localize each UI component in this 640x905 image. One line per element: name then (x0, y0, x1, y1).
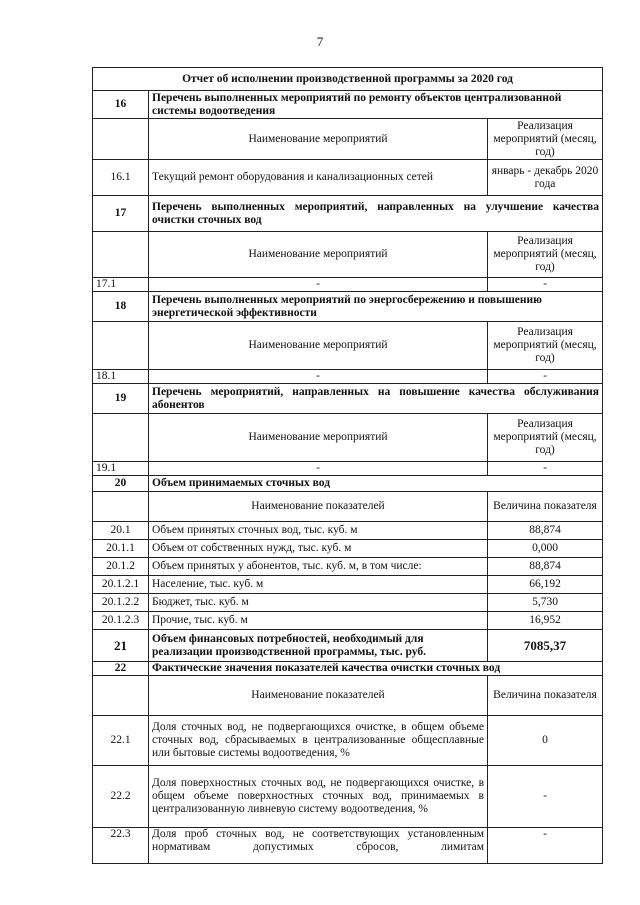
empty-cell (93, 414, 149, 462)
section-number: 17 (93, 196, 149, 232)
row-value: 66,192 (488, 576, 603, 594)
header-activities-name: Наименование мероприятий (149, 119, 488, 160)
header-activities-impl: Реализация мероприятий (месяц, год) (488, 232, 603, 278)
section-title: Перечень выполненных мероприятий по энергосбережению и повышению энергетической эффективности (149, 292, 603, 322)
row-name: - (149, 462, 488, 476)
empty-cell (93, 492, 149, 522)
table-row (93, 594, 603, 612)
section-row (93, 662, 603, 676)
column-header-row (93, 322, 603, 370)
table-row (93, 716, 603, 766)
section-title: Объем принимаемых сточных вод (149, 476, 603, 492)
header-indicators-name: Наименование показателей (149, 492, 488, 522)
row-number: 20.1.1 (93, 540, 149, 558)
table-row (93, 766, 603, 828)
header-indicators-value: Величина показателя (488, 676, 603, 716)
row-value: - (488, 462, 603, 476)
row-value: 16,952 (488, 612, 603, 630)
row-number: 18.1 (93, 370, 149, 384)
row-value: 88,874 (488, 558, 603, 576)
row-value: - (488, 370, 603, 384)
row-name: Население, тыс. куб. м (149, 576, 488, 594)
table-row (93, 462, 603, 476)
header-activities-name: Наименование мероприятий (149, 232, 488, 278)
section-value: 7085,37 (488, 630, 603, 662)
section-row (93, 384, 603, 414)
row-number: 17.1 (93, 278, 149, 292)
empty-cell (93, 676, 149, 716)
table-row (93, 612, 603, 630)
row-name: Текущий ремонт оборудования и канализационных сетей (149, 160, 488, 196)
row-name: Бюджет, тыс. куб. м (149, 594, 488, 612)
production-program-report-table (92, 67, 603, 864)
row-name: Доля проб сточных вод, не соответствующих установленным нормативам допустимых сбросов, лимитам (149, 828, 488, 864)
header-activities-impl: Реализация мероприятий (месяц, год) (488, 119, 603, 160)
row-number: 20.1 (93, 522, 149, 540)
table-row (93, 576, 603, 594)
section-title: Перечень выполненных мероприятий по ремонту объектов централизованной системы водоотведения (149, 91, 603, 119)
header-indicators-name: Наименование показателей (149, 676, 488, 716)
row-name: - (149, 278, 488, 292)
table-row (93, 278, 603, 292)
row-name: Прочие, тыс. куб. м (149, 612, 488, 630)
report-title: Отчет об исполнении производственной программы за 2020 год (93, 68, 603, 91)
column-header-row (93, 492, 603, 522)
header-activities-impl: Реализация мероприятий (месяц, год) (488, 414, 603, 462)
table-row (93, 522, 603, 540)
row-name: Доля поверхностных сточных вод, не подвергающихся очистке, в общем объеме поверхностных сточных вод, принимаемых в централизованную ливневую систему водоотведения, % (149, 766, 488, 828)
report-title-row (93, 68, 603, 91)
header-activities-name: Наименование мероприятий (149, 414, 488, 462)
header-indicators-value: Величина показателя (488, 492, 603, 522)
empty-cell (93, 119, 149, 160)
section-row (93, 476, 603, 492)
row-name: Доля сточных вод, не подвергающихся очистке, в общем объеме сточных вод, сбрасываемых в централизованные общесплавные или бытовые системы водоотведения, % (149, 716, 488, 766)
row-value: - (488, 828, 603, 864)
row-number: 20.1.2.1 (93, 576, 149, 594)
row-number: 16.1 (93, 160, 149, 196)
row-name: Объем от собственных нужд, тыс. куб. м (149, 540, 488, 558)
row-number: 22.2 (93, 766, 149, 828)
row-number: 22.1 (93, 716, 149, 766)
row-number: 20.1.2.2 (93, 594, 149, 612)
row-value: - (488, 766, 603, 828)
section-title: Фактические значения показателей качества очистки сточных вод (149, 662, 603, 676)
row-name: Объем принятых у абонентов, тыс. куб. м, в том числе: (149, 558, 488, 576)
section-title: Объем финансовых потребностей, необходимый для реализации производственной программы, тыс. руб. (149, 630, 488, 662)
empty-cell (93, 322, 149, 370)
section-number: 19 (93, 384, 149, 414)
row-value: январь - декабрь 2020 года (488, 160, 603, 196)
column-header-row (93, 414, 603, 462)
page-number: 7 (316, 34, 324, 49)
section-number: 18 (93, 292, 149, 322)
row-number: 20.1.2 (93, 558, 149, 576)
section-title: Перечень мероприятий, направленных на повышение качества обслуживания абонентов (149, 384, 603, 414)
row-number: 19.1 (93, 462, 149, 476)
row-number: 20.1.2.3 (93, 612, 149, 630)
row-value: 88,874 (488, 522, 603, 540)
section-number: 21 (93, 630, 149, 662)
section-row (93, 630, 603, 662)
column-header-row (93, 676, 603, 716)
column-header-row (93, 232, 603, 278)
row-value: 5,730 (488, 594, 603, 612)
table-row (93, 370, 603, 384)
header-activities-name: Наименование мероприятий (149, 322, 488, 370)
table-row (93, 558, 603, 576)
section-row (93, 91, 603, 119)
row-number: 22.3 (93, 828, 149, 864)
row-name: - (149, 370, 488, 384)
section-row (93, 196, 603, 232)
row-value: 0,000 (488, 540, 603, 558)
row-value: 0 (488, 716, 603, 766)
section-number: 20 (93, 476, 149, 492)
row-name: Объем принятых сточных вод, тыс. куб. м (149, 522, 488, 540)
row-value: - (488, 278, 603, 292)
table-row (93, 828, 603, 864)
header-activities-impl: Реализация мероприятий (месяц, год) (488, 322, 603, 370)
empty-cell (93, 232, 149, 278)
table-row (93, 160, 603, 196)
column-header-row (93, 119, 603, 160)
table-row (93, 540, 603, 558)
section-title: Перечень выполненных мероприятий, направленных на улучшение качества очистки сточных вод (149, 196, 603, 232)
section-number: 16 (93, 91, 149, 119)
section-row (93, 292, 603, 322)
section-number: 22 (93, 662, 149, 676)
